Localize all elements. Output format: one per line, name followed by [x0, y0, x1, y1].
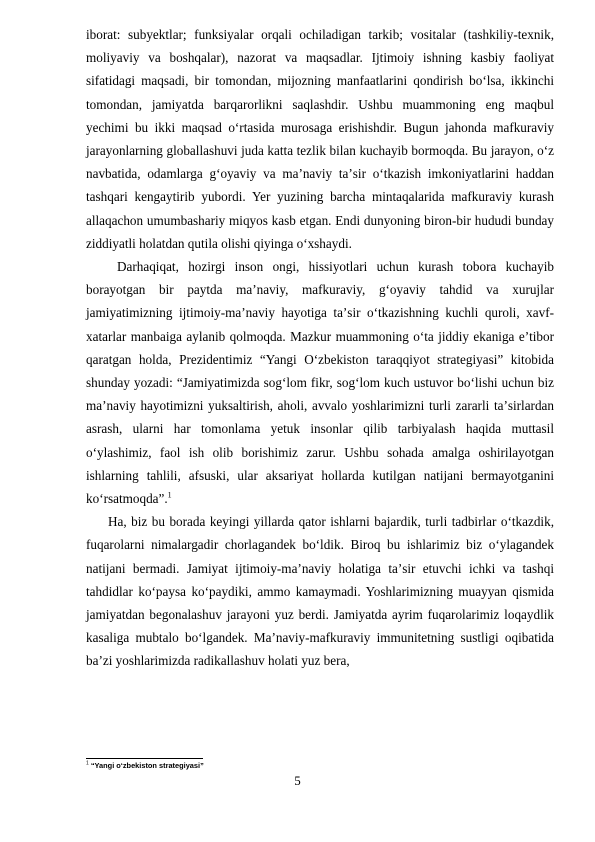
paragraph-1: iborat: subyektlar; funksiyalar orqali ochiladigan tarkib; vositalar (tashkiliy-texnik, moliyaviy va boshqalar), nazorat va maqsadlar. Ijtimoiy ishning kasbiy faoliyat sifatidagi maqsadi, bir tomondan, mijozning manfaatlarini qondirish boʻlsa, ikkinchi tomondan, jamiyatda barqarorlikni saqlashdir. Ushbu muammoning eng maqbul yechimi bu ikki maqsad oʻrtasida murosaga erishishdir. Bugun jahonda mafkuraviy jarayonlarning globallashuvi juda katta tezlik bilan kuchayib bormoqda. Bu jarayon, oʻz navbatida, odamlarga gʻoyaviy va maʼnaviy taʼsir oʻtkazish imkoniyatlarini haddan tashqari kengaytirib yubordi. Yer yuzining barcha mintaqalarida mafkuraviy kurash allaqachon umumbashariy miqyos kasb etgan. Endi dunyoning biron-bir hududi bunday ziddiyatli holatdan qutila olishi qiyinga oʻxshaydi.	[86, 27, 554, 251]
footnote-reference[interactable]: 1	[167, 490, 172, 500]
body-text	[86, 23, 554, 673]
footnote-number: 1	[86, 760, 89, 767]
paragraph-3: Ha, biz bu borada keyingi yillarda qator ishlarni bajardik, turli tadbirlar oʻtkazdik, fuqarolarni nimalargadir chorlagandek boʻldik. Biroq bu ishlarimiz biz oʻylagandek natijani bermadi. Jamiyat ijtimoiy-maʼnaviy holatiga taʼsir etuvchi ichki va tashqi tahdidlar koʻpaysa koʻpaydiki, ammo kamaymadi. Yoshlarimizning muayyan qismida jamiyatdan begonalashuv jarayoni yuz berdi. Jamiyatda ayrim fuqarolarimiz loqaydlik kasaliga mubtalo boʻlgandek. Maʼnaviy-mafkuraviy immunitetning sustligi oqibatida baʼzi yoshlarimizda radikallashuv holati yuz bera,	[86, 514, 554, 669]
paragraph-2	[86, 255, 554, 510]
page-number: 5	[294, 773, 301, 788]
footnote-text: “Yangi oʻzbekiston strategiyasi”	[88, 761, 204, 770]
footnote-separator	[86, 758, 203, 759]
footnote	[86, 761, 204, 771]
paragraph-2-text: Darhaqiqat, hozirgi inson ongi, hissiyotlari uchun kurash tobora kuchayib borayotgan bir paytda maʼnaviy, mafkuraviy, gʻoyaviy tahdid va xurujlar jamiyatimizning ijtimoiy-maʼnaviy hayotiga taʼsir oʻtkazishning kuchli quroli, xavf-xatarlar manbaiga aylanib qolmoqda. Mazkur muammoning oʻta jiddiy ekaniga eʼtibor qaratgan holda, Prezidentimiz “Yangi Oʻzbekiston taraqqiyot strategiyasi” kitobida shunday yozadi: “Jamiyatimizda sogʻlom fikr, sogʻlom kuch ustuvor boʻlishi uchun biz maʼnaviy hayotimizni yuksaltirish, aholi, avvalo yoshlarimizni turli zararli taʼsirlardan asrash, ularni har tomonlama yetuk insonlar qilib tarbiyalash haqida muttasil oʻylashimiz, faol ish olib borishimiz zarur. Ushbu sohada amalga oshirilayotgan ishlarning tahlili, afsuski, ular aksariyat hollarda kutilgan natijani bermayotganini koʻrsatmoqda”.	[86, 259, 554, 507]
